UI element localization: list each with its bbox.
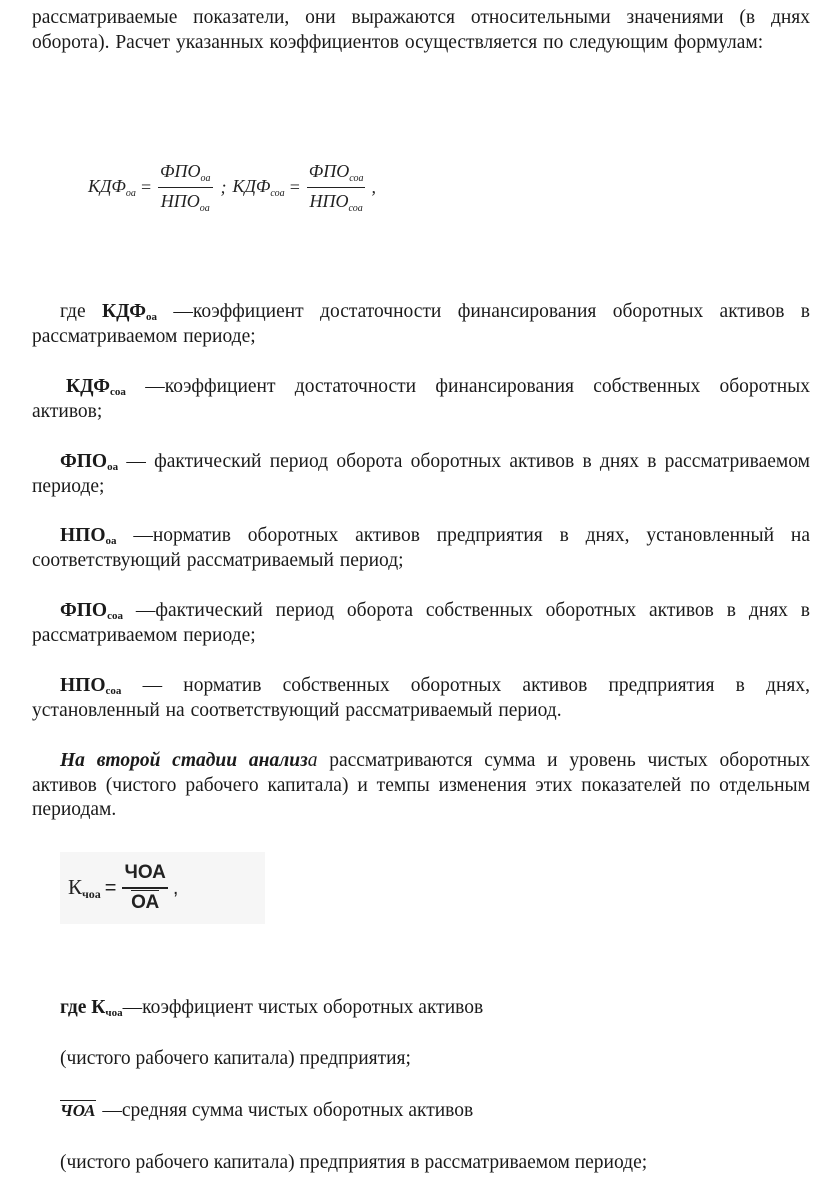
definition-kchoa-line-1: где $К_{чоа}—коэффициент$ чистых оборотных активов (60, 997, 484, 1019)
formula-kchoa-fraction: $\frac{\text{ЧОА}}{ОА}$ (124, 862, 166, 913)
term-fpo-oa: $ФПО_{оа}$ (60, 451, 119, 473)
formula-kdf-right-lhs: $КДФ_{соа}$ (232, 175, 285, 199)
intro-line-1: рассматриваемые показатели, они выражаются относительными значениями (в (32, 7, 756, 28)
term-kdf-soa: $КДФ_{соа}$ (66, 376, 126, 398)
definition-kdf-soa: $КДФ_{соа}$ —коэффициент достаточности финансирования собственных оборотных активов; (32, 376, 810, 422)
choa-symbol: ЧОА (60, 1101, 96, 1120)
stage-two-paragraph: На второй стадии анализа рассматриваются сумма и уровень чистых оборотных активов (чистого рабочего капитала) и темпы изменения этих показателей по отдельным периодам. (32, 750, 810, 821)
intro-line-2: днях оборота). Расчет указанных коэффициентов осуществляется по (32, 7, 811, 53)
formula-kdf-right-eq: = (288, 176, 301, 197)
definition-npo-oa: $НПО_{оа}$ —норматив оборотных активов предприятия в днях, установленный на соответствующий рассматриваемый период; (32, 525, 810, 571)
intro-paragraph (32, 6, 810, 55)
term-fpo-soa: $ФПО_{соа}$ (60, 600, 123, 622)
definition-npo-soa: $НПО_{соа}$ — норматив собственных оборотных активов предприятия в днях, установленный на соответствующий рассматриваемый период. (32, 675, 810, 721)
definition-kdf-oa: где $КДФ_{оа}$ —коэффициент достаточности финансирования оборотных активов в рассматриваемом периоде; (32, 301, 810, 347)
formula-kchoa-eq: = (104, 876, 117, 899)
formula-kdf-left-fraction: $\frac{ФПО_{оа}}{НПО_{оа}}$ (160, 160, 211, 214)
formula-kchoa-trail: , (172, 876, 179, 899)
formula-kdf-left-lhs: $КДФ_{оа}$ (88, 175, 136, 199)
formula-kdf-right-fraction: $\frac{ФПО_{соа}}{НПО_{соа}}$ (308, 160, 364, 214)
definition-choa-line-1: ЧОА —средняя сумма чистых оборотных активов (60, 1100, 474, 1121)
formula-kdf-separator: ; (220, 176, 227, 197)
formula-kdf-left-eq: = (139, 176, 153, 197)
formula-kdf-trail: , (371, 176, 376, 197)
term-npo-oa: $НПО_{оа}$ (60, 525, 117, 547)
definition-choa-line-2: (чистого рабочего капитала) предприятия в рассматриваемом периоде; (60, 1152, 648, 1173)
term-kdf-oa: $КДФ_{оа}$ (101, 301, 158, 323)
intro-line-3: следующим формулам: (569, 31, 764, 53)
stage-two-lead: На второй стадии анализ (60, 750, 308, 771)
definition-kchoa-line-2: (чистого рабочего капитала) предприятия; (60, 1048, 411, 1069)
term-npo-soa: $НПО_{соа}$ (60, 675, 122, 697)
formula-kchoa (60, 852, 265, 924)
formula-kdf (88, 156, 376, 218)
formula-kchoa-lhs: $К_{чоа}$ (68, 874, 101, 901)
definition-fpo-oa: $ФПО_{оа}$ — фактический период оборота оборотных активов в днях в рассматриваемом периоде; (32, 451, 810, 497)
definition-fpo-soa: $ФПО_{соа}$ —фактический период оборота собственных оборотных активов в днях в рассматриваемом периоде; (32, 600, 810, 646)
